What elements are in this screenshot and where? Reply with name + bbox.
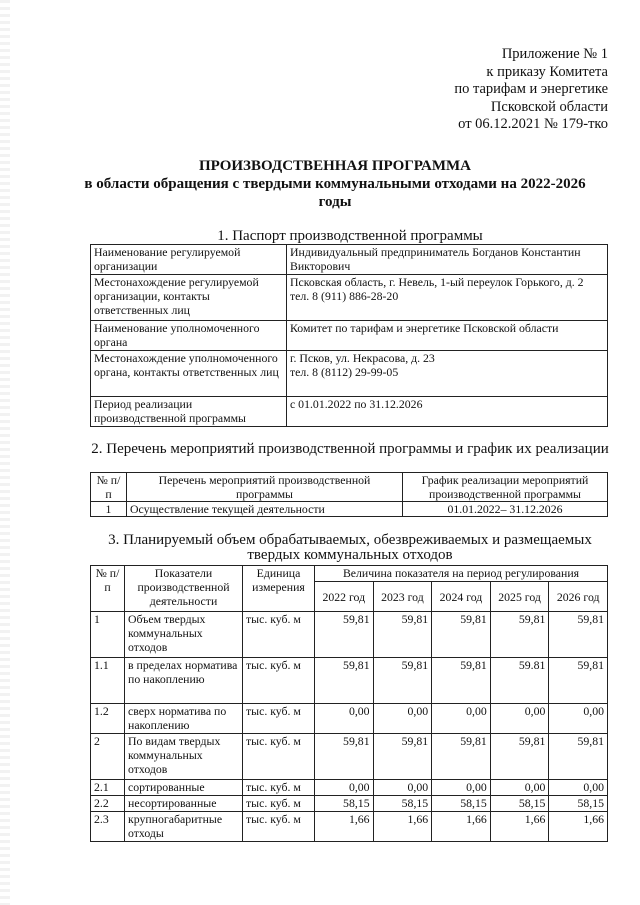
row-value: 58,15 (315, 796, 374, 812)
header-year: 2024 год (432, 582, 491, 612)
row-num: 2.1 (91, 780, 125, 796)
row-value: 59,81 (315, 734, 374, 780)
row-unit: тыс. куб. м (243, 612, 315, 658)
header-indicator: Показатели производственной деятельности (125, 566, 243, 612)
scan-edge (0, 0, 10, 905)
row-unit: тыс. куб. м (243, 796, 315, 812)
row-value: 0,00 (549, 704, 608, 734)
header-unit: Единица измерения (243, 566, 315, 612)
row-indicator: в пределах норматива по накоплению (125, 658, 243, 704)
passport-label: Местонахождение регулируемой организации, контакты ответственных лиц (91, 275, 287, 321)
row-value: 1,66 (490, 812, 549, 842)
table-row (91, 658, 608, 704)
passport-value: Индивидуальный предприниматель Богданов Константин Викторович (287, 245, 608, 275)
appendix-line: от 06.12.2021 № 179-тко (458, 116, 608, 132)
row-value: 59,81 (549, 658, 608, 704)
row-value: 59,81 (432, 612, 491, 658)
row-value: 59,81 (315, 612, 374, 658)
table-row (91, 397, 608, 427)
section2-heading: 2. Перечень мероприятий производственной программы и график их реализации (91, 441, 609, 457)
appendix-line: по тарифам и энергетике (454, 81, 608, 97)
measures-table (90, 472, 608, 517)
row-indicator: крупногабаритные отходы (125, 812, 243, 842)
row-schedule: 01.01.2022– 31.12.2026 (403, 502, 608, 517)
row-indicator: По видам твердых коммунальных отходов (125, 734, 243, 780)
passport-value-cell (287, 275, 608, 321)
row-unit: тыс. куб. м (243, 780, 315, 796)
passport-value: Комитет по тарифам и энергетике Псковской области (287, 321, 608, 351)
passport-value: с 01.01.2022 по 31.12.2026 (287, 397, 608, 427)
header-measures: Перечень мероприятий производственной программы (127, 473, 403, 502)
header-num: № п/п (91, 473, 127, 502)
header-year: 2023 год (373, 582, 432, 612)
row-indicator: несортированные (125, 796, 243, 812)
row-value: 59,81 (315, 658, 374, 704)
table-row (91, 502, 608, 517)
row-indicator: Объем твердых коммунальных отходов (125, 612, 243, 658)
header-year: 2026 год (549, 582, 608, 612)
passport-contact: тел. 8 (8112) 29-99-05 (290, 365, 399, 379)
header-year: 2022 год (315, 582, 374, 612)
row-value: 59,81 (373, 658, 432, 704)
section1-heading: 1. Паспорт производственной программы (217, 228, 483, 244)
table-row (91, 321, 608, 351)
row-num: 2.2 (91, 796, 125, 812)
row-value: 0,00 (549, 780, 608, 796)
passport-value: г. Псков, ул. Некрасова, д. 23 (290, 351, 435, 365)
row-unit: тыс. куб. м (243, 704, 315, 734)
table-row (91, 351, 608, 397)
row-value: 1,66 (432, 812, 491, 842)
title-main: ПРОИЗВОДСТВЕННАЯ ПРОГРАММА (198, 158, 471, 174)
appendix-line: к приказу Комитета (486, 63, 608, 80)
row-unit: тыс. куб. м (243, 812, 315, 842)
row-num: 2 (91, 734, 125, 780)
row-unit: тыс. куб. м (243, 658, 315, 704)
passport-label: Наименование уполномоченного органа (91, 321, 287, 351)
row-value: 58,15 (373, 796, 432, 812)
table-row (91, 245, 608, 275)
row-num: 1.2 (91, 704, 125, 734)
row-value: 0,00 (490, 704, 549, 734)
appendix-block (454, 46, 608, 134)
passport-value: Псковская область, г. Невель, 1-ый переулок Горького, д. 2 (290, 275, 584, 289)
table-row (91, 612, 608, 658)
row-value: 58,15 (549, 796, 608, 812)
row-value: 59.81 (490, 658, 549, 704)
passport-label: Период реализации производственной программы (91, 397, 287, 427)
row-value: 0,00 (373, 704, 432, 734)
passport-label: Наименование регулируемой организации (91, 245, 287, 275)
row-value: 59,81 (490, 612, 549, 658)
table-header-row (91, 473, 608, 502)
row-value: 1,66 (315, 812, 374, 842)
volume-table (90, 565, 608, 842)
table-row (91, 796, 608, 812)
row-value: 59,81 (432, 658, 491, 704)
appendix-line: Псковской области (490, 98, 608, 115)
row-unit: тыс. куб. м (243, 734, 315, 780)
row-indicator: сверх норматива по накоплению (125, 704, 243, 734)
row-value: 59,81 (549, 734, 608, 780)
row-indicator: сортированные (125, 780, 243, 796)
passport-value-cell (287, 351, 608, 397)
row-value: 59,81 (490, 734, 549, 780)
table-row (91, 275, 608, 321)
row-value: 1,66 (549, 812, 608, 842)
row-num: 1 (91, 502, 127, 517)
row-value: 59,81 (373, 612, 432, 658)
row-value: 59,81 (432, 734, 491, 780)
passport-contact: тел. 8 (911) 886-28-20 (290, 289, 399, 303)
row-value: 59,81 (549, 612, 608, 658)
title-sub-years: годы (318, 194, 352, 210)
table-header-row (91, 566, 608, 582)
row-value: 0,00 (432, 780, 491, 796)
title-sub: в области обращения с твердыми коммунальными отходами на 2022-2026 (84, 176, 586, 192)
row-value: 1,66 (373, 812, 432, 842)
row-value: 0,00 (373, 780, 432, 796)
row-value: 0,00 (315, 704, 374, 734)
table-row (91, 734, 608, 780)
row-value: 59,81 (373, 734, 432, 780)
passport-table (90, 244, 608, 427)
table-row (91, 812, 608, 842)
passport-label: Местонахождение уполномоченного органа, контакты ответственных лиц (91, 351, 287, 397)
row-num: 1 (91, 612, 125, 658)
table-row (91, 704, 608, 734)
row-value: 0,00 (432, 704, 491, 734)
header-schedule: График реализации мероприятий производственной программы (403, 473, 608, 502)
header-period: Величина показателя на период регулирования (315, 566, 608, 582)
row-value: 0,00 (315, 780, 374, 796)
row-num: 1.1 (91, 658, 125, 704)
header-num: № п/п (91, 566, 125, 612)
row-value: 58,15 (490, 796, 549, 812)
row-value: 58,15 (432, 796, 491, 812)
row-value: 0,00 (490, 780, 549, 796)
table-row (91, 780, 608, 796)
row-num: 2.3 (91, 812, 125, 842)
header-year: 2025 год (490, 582, 549, 612)
document-title (60, 157, 610, 211)
row-measure: Осуществление текущей деятельности (127, 502, 403, 517)
section3-heading: 3. Планируемый объем обрабатываемых, обезвреживаемых и размещаемых твердых коммунальных отходов (108, 532, 592, 563)
appendix-line: Приложение № 1 (501, 46, 608, 62)
